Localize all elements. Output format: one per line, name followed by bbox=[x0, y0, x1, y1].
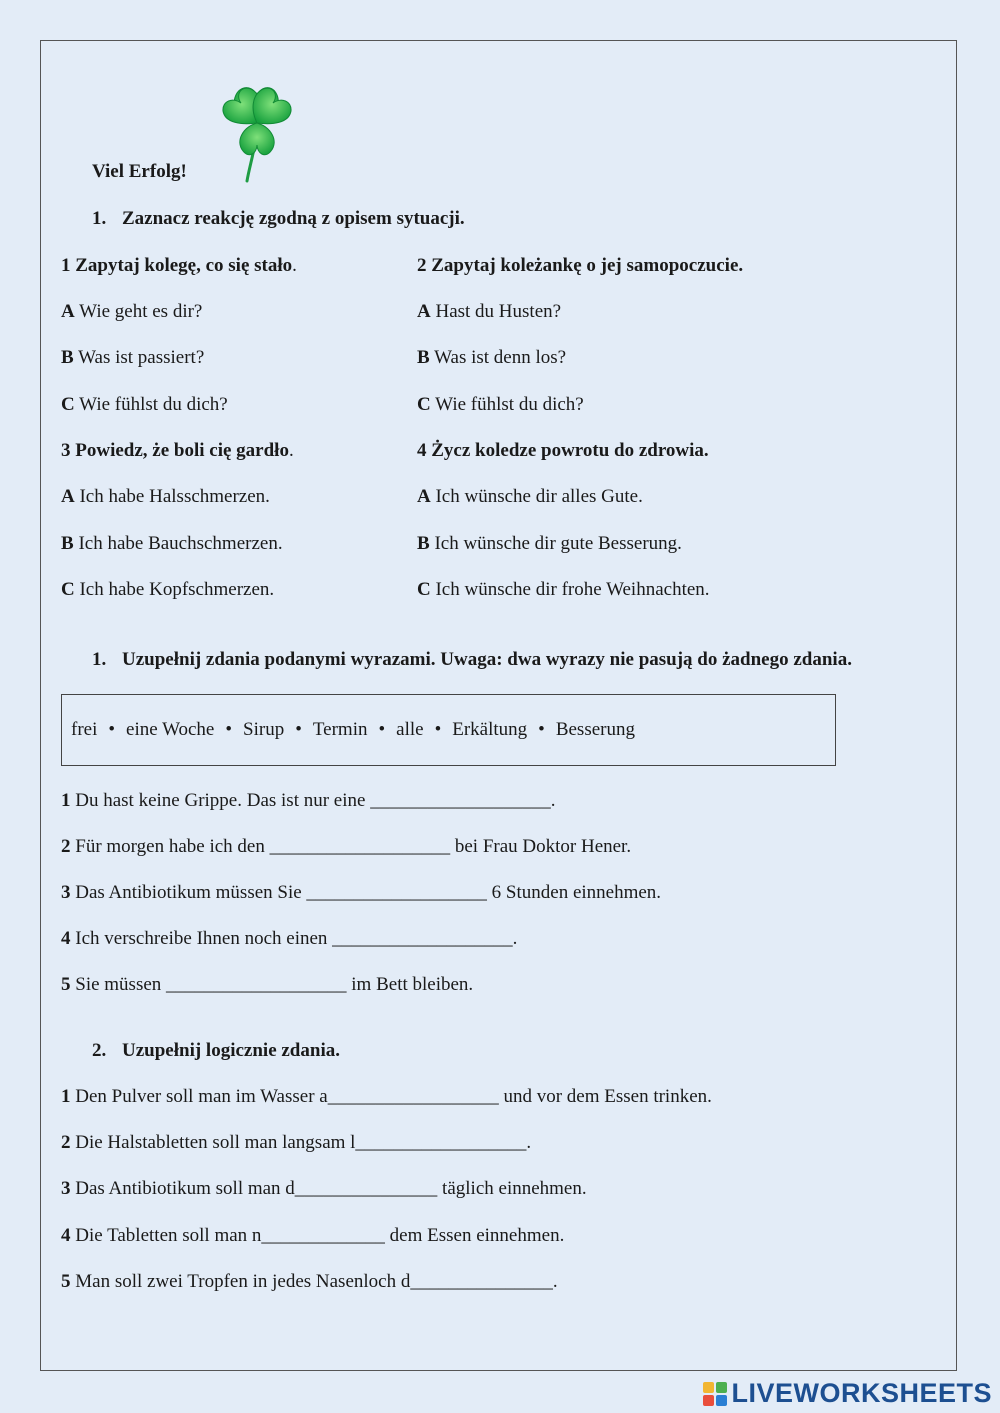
q2-option-b-letter: B bbox=[417, 347, 430, 368]
word-separator: • bbox=[378, 719, 386, 740]
q2-option-a-letter: A bbox=[417, 301, 431, 322]
q3-option-a-letter: A bbox=[61, 486, 75, 507]
task3-sentence[interactable] bbox=[61, 1271, 558, 1293]
q2-option-b[interactable] bbox=[417, 347, 566, 369]
sentence-number: 4 bbox=[61, 928, 71, 949]
word-separator: • bbox=[434, 719, 442, 740]
word-separator: • bbox=[225, 719, 233, 740]
task2-sentence[interactable] bbox=[61, 928, 517, 950]
sentence-text: Den Pulver soll man im Wasser a__________________ und vor dem Essen trinken. bbox=[75, 1086, 712, 1107]
q1-option-b-letter: B bbox=[61, 347, 74, 368]
q1-option-c[interactable] bbox=[61, 394, 228, 416]
q4-option-c-letter: C bbox=[417, 579, 431, 600]
task2-sentence[interactable] bbox=[61, 882, 661, 904]
q3-option-c[interactable] bbox=[61, 579, 274, 601]
q1-option-c-letter: C bbox=[61, 394, 75, 415]
word-bank-item: frei bbox=[71, 719, 98, 740]
word-bank-item: eine Woche bbox=[126, 719, 215, 740]
question-3 bbox=[61, 440, 294, 462]
q1-option-a[interactable] bbox=[61, 301, 202, 323]
task3-sentence[interactable] bbox=[61, 1225, 564, 1247]
sentence-text: Für morgen habe ich den ___________________ bei Frau Doktor Hener. bbox=[75, 836, 632, 857]
task1-title-text: Zaznacz reakcję zgodną z opisem sytuacji. bbox=[122, 208, 465, 229]
q3-option-b-letter: B bbox=[61, 533, 74, 554]
word-separator: • bbox=[108, 719, 116, 740]
sentence-text: Die Halstabletten soll man langsam l__________________. bbox=[75, 1132, 532, 1153]
q1-option-c-text: Wie fühlst du dich? bbox=[79, 394, 228, 415]
logo-text: LIVEWORKSHEETS bbox=[731, 1378, 992, 1408]
sentence-number: 1 bbox=[61, 790, 71, 811]
q3-option-c-text: Ich habe Kopfschmerzen. bbox=[79, 579, 275, 600]
task2-title bbox=[92, 649, 852, 671]
q2-option-c-text: Wie fühlst du dich? bbox=[435, 394, 584, 415]
task3-sentence[interactable] bbox=[61, 1086, 712, 1108]
logo-mark-icon bbox=[703, 1382, 727, 1406]
q3-option-b[interactable] bbox=[61, 533, 283, 555]
question-4 bbox=[417, 440, 709, 462]
sentence-text: Du hast keine Grippe. Das ist nur eine ___________________. bbox=[75, 790, 556, 811]
sentence-number: 3 bbox=[61, 882, 71, 903]
q4-option-c-text: Ich wünsche dir frohe Weihnachten. bbox=[435, 579, 710, 600]
sentence-number: 2 bbox=[61, 1132, 71, 1153]
q1-option-a-letter: A bbox=[61, 301, 75, 322]
question-4-number: 4 bbox=[417, 440, 427, 461]
sentence-number: 1 bbox=[61, 1086, 71, 1107]
task2-number: 1. bbox=[92, 649, 107, 670]
question-1 bbox=[61, 255, 297, 277]
q4-option-a[interactable] bbox=[417, 486, 643, 508]
question-3-number: 3 bbox=[61, 440, 71, 461]
sentence-number: 5 bbox=[61, 974, 71, 995]
sentence-number: 2 bbox=[61, 836, 71, 857]
q4-option-b-text: Ich wünsche dir gute Besserung. bbox=[434, 533, 682, 554]
sentence-text: Sie müssen ___________________ im Bett bleiben. bbox=[75, 974, 474, 995]
question-1-end: . bbox=[292, 255, 297, 276]
question-4-prompt: Życz koledze powrotu do zdrowia. bbox=[431, 440, 709, 461]
word-bank-item: Erkältung bbox=[452, 719, 528, 740]
question-3-end: . bbox=[288, 440, 294, 461]
task3-title-text: Uzupełnij logicznie zdania. bbox=[122, 1040, 340, 1061]
q1-option-b-text: Was ist passiert? bbox=[78, 347, 205, 368]
q4-option-a-text: Ich wünsche dir alles Gute. bbox=[435, 486, 643, 507]
sentence-text: Das Antibiotikum müssen Sie ___________________ 6 Stunden einnehmen. bbox=[75, 882, 662, 903]
greeting-text: Viel Erfolg! bbox=[92, 161, 187, 182]
task2-sentence[interactable] bbox=[61, 790, 555, 812]
q1-option-b[interactable] bbox=[61, 347, 204, 369]
task3-title bbox=[92, 1040, 340, 1062]
sentence-text: Die Tabletten soll man n_____________ dem Essen einnehmen. bbox=[75, 1225, 565, 1246]
task3-sentence[interactable] bbox=[61, 1132, 531, 1154]
sentence-text: Ich verschreibe Ihnen noch einen ___________________. bbox=[75, 928, 518, 949]
q1-option-a-text: Wie geht es dir? bbox=[79, 301, 203, 322]
task1-title bbox=[92, 208, 465, 230]
word-bank-item: Besserung bbox=[555, 719, 635, 740]
q3-option-b-text: Ich habe Bauchschmerzen. bbox=[78, 533, 283, 554]
word-separator: • bbox=[538, 719, 545, 740]
question-2-number: 2 bbox=[417, 255, 427, 276]
question-2 bbox=[417, 255, 743, 277]
q3-option-a-text: Ich habe Halsschmerzen. bbox=[79, 486, 270, 507]
word-bank bbox=[61, 694, 836, 766]
question-2-prompt: Zapytaj koleżankę o jej samopoczucie. bbox=[431, 255, 744, 276]
sentence-text: Das Antibiotikum soll man d_______________ täglich einnehmen. bbox=[75, 1178, 587, 1199]
task2-title-text: Uzupełnij zdania podanymi wyrazami. Uwaga: dwa wyrazy nie pasują do żadnego zdania. bbox=[122, 649, 852, 670]
word-bank-item: alle bbox=[396, 719, 424, 740]
worksheet-page bbox=[40, 40, 957, 1371]
task2-sentence[interactable] bbox=[61, 836, 631, 858]
word-bank-item: Termin bbox=[312, 719, 368, 740]
q2-option-a[interactable] bbox=[417, 301, 561, 323]
task3-sentence[interactable] bbox=[61, 1178, 587, 1200]
sentence-number: 5 bbox=[61, 1271, 71, 1292]
liveworksheets-logo bbox=[703, 1378, 992, 1409]
word-bank-item: Sirup bbox=[243, 719, 285, 740]
q4-option-c[interactable] bbox=[417, 579, 710, 601]
word-separator: • bbox=[295, 719, 302, 740]
q2-option-c[interactable] bbox=[417, 394, 584, 416]
q2-option-c-letter: C bbox=[417, 394, 431, 415]
q3-option-c-letter: C bbox=[61, 579, 75, 600]
sentence-number: 4 bbox=[61, 1225, 71, 1246]
q2-option-b-text: Was ist denn los? bbox=[434, 347, 567, 368]
q3-option-a[interactable] bbox=[61, 486, 270, 508]
question-3-prompt: Powiedz, że boli cię gardło bbox=[75, 440, 289, 461]
task3-number: 2. bbox=[92, 1040, 107, 1061]
sentence-number: 3 bbox=[61, 1178, 71, 1199]
q2-option-a-text: Hast du Husten? bbox=[435, 301, 562, 322]
clover-icon bbox=[219, 81, 297, 183]
question-1-number: 1 bbox=[61, 255, 71, 276]
q4-option-b-letter: B bbox=[417, 533, 430, 554]
task2-sentence[interactable] bbox=[61, 974, 473, 996]
q4-option-b[interactable] bbox=[417, 533, 682, 555]
task1-number: 1. bbox=[92, 208, 107, 229]
q4-option-a-letter: A bbox=[417, 486, 431, 507]
sentence-text: Man soll zwei Tropfen in jedes Nasenloch d_______________. bbox=[75, 1271, 558, 1292]
question-1-prompt: Zapytaj kolegę, co się stało bbox=[75, 255, 293, 276]
